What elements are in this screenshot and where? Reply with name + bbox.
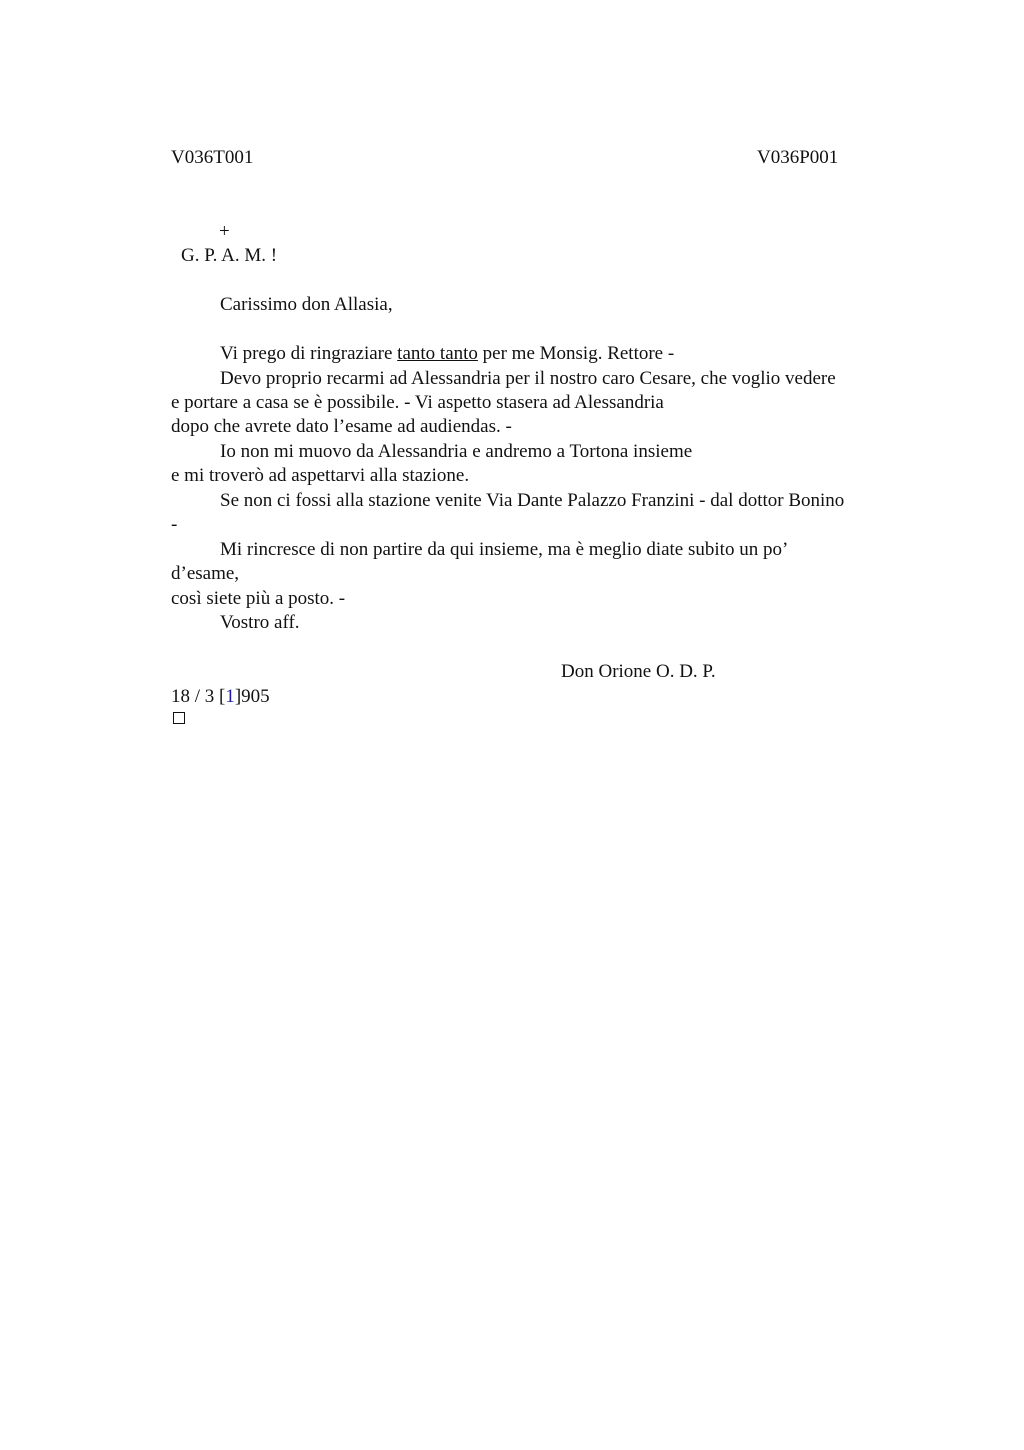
paragraph-3-line-1: Io non mi muovo da Alessandria e andremo a Tortona insieme bbox=[220, 441, 693, 462]
paragraph-2-line-3: dopo che avrete dato l’esame ad audiendas. - bbox=[171, 416, 512, 437]
paragraph-5-line-2: d’esame, bbox=[171, 563, 240, 584]
header-left-code: V036T001 bbox=[171, 147, 254, 168]
underlined-emphasis: tanto tanto bbox=[397, 343, 478, 364]
paragraph-1 bbox=[220, 342, 674, 366]
date-line bbox=[171, 685, 270, 709]
paragraph-4-line-1: Se non ci fossi alla stazione venite Via Dante Palazzo Franzini - dal dottor Bonino bbox=[220, 490, 845, 511]
date-start: 18 / 3 [ bbox=[171, 686, 226, 707]
paragraph-2-line-1: Devo proprio recarmi ad Alessandria per il nostro caro Cesare, che voglio vedere bbox=[220, 368, 836, 389]
signature: Don Orione O. D. P. bbox=[561, 661, 716, 682]
date-end: ]905 bbox=[234, 686, 270, 707]
invocation: G. P. A. M. ! bbox=[181, 245, 278, 266]
paragraph-5-line-3: così siete più a posto. - bbox=[171, 588, 346, 609]
paragraph-5-line-1: Mi rincresce di non partire da qui insieme, ma è meglio diate subito un po’ bbox=[220, 539, 789, 560]
end-marker-box-icon bbox=[173, 712, 185, 724]
paragraph-3-line-2: e mi troverò ad aspettarvi alla stazione. bbox=[171, 465, 470, 486]
salutation: Carissimo don Allasia, bbox=[220, 294, 393, 315]
paragraph-1-end: per me Monsig. Rettore - bbox=[477, 343, 675, 364]
paragraph-2-line-2: e portare a casa se è possibile. - Vi aspetto stasera ad Alessandria bbox=[171, 392, 664, 413]
closing: Vostro aff. bbox=[220, 612, 300, 633]
paragraph-4-line-2: - bbox=[171, 514, 178, 535]
paragraph-1-start: Vi prego di ringraziare bbox=[220, 343, 398, 364]
footnote-ref-link[interactable]: 1 bbox=[225, 686, 235, 707]
header-right-code: V036P001 bbox=[757, 147, 839, 168]
cross-mark: + bbox=[219, 221, 230, 242]
